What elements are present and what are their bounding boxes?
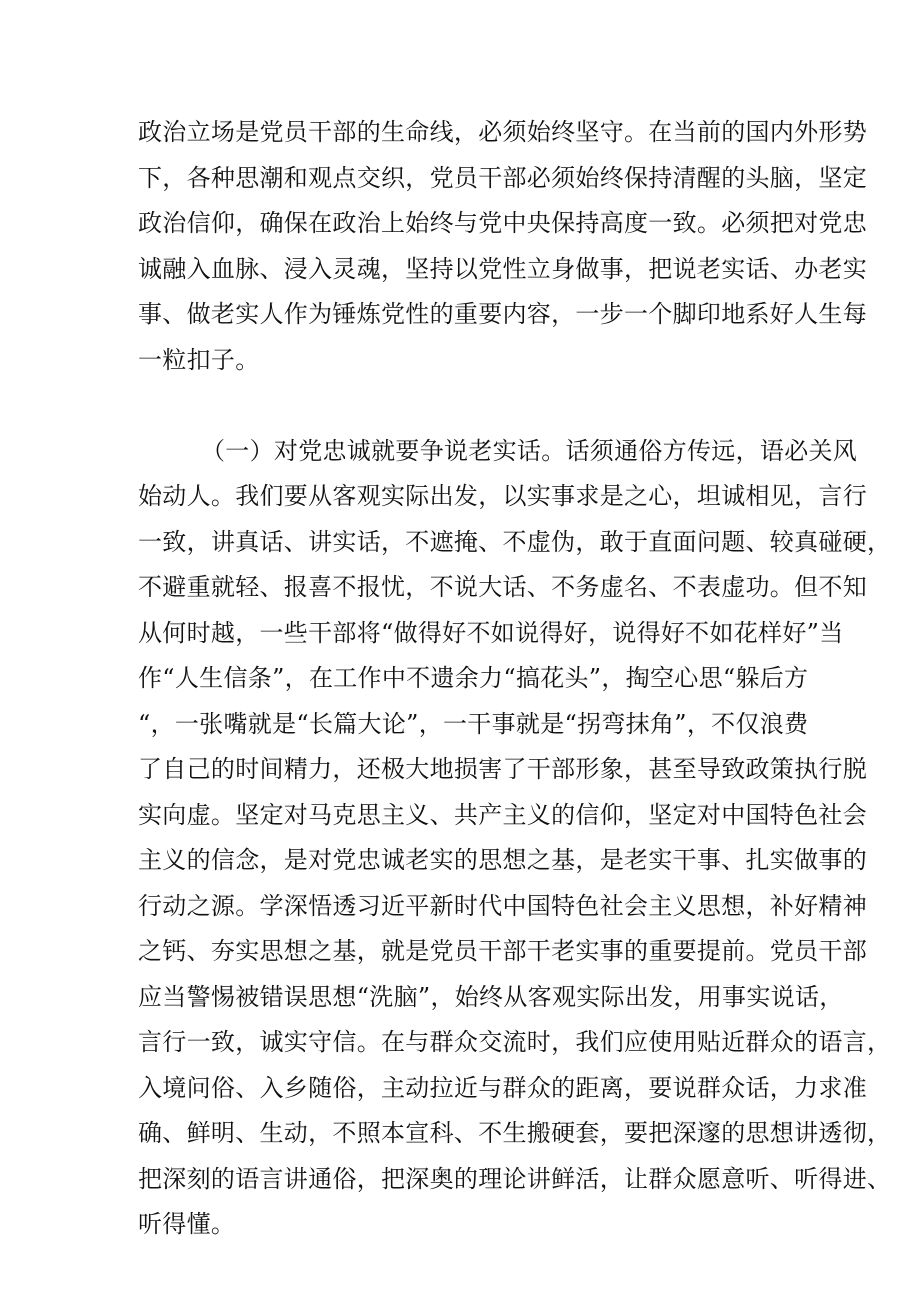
text-line: 入境问俗、入乡随俗，主动拉近与群众的距离，要说群众话，力求准 (138, 1073, 867, 1102)
text-line: 始动人。我们要从客观实际出发，以实事求是之心，坦诚相见，言行 (138, 482, 867, 510)
text-line: 一粒扣子。 (138, 345, 260, 374)
text-line: 下，各种思潮和观点交织，党员干部必须始终保持清醒的头脑，坚定 (138, 163, 867, 192)
text-line: “，一张嘴就是“长篇大论”，一干事就是“拐弯抹角”，不仅浪费 (138, 709, 809, 738)
text-line: 一致，讲真话、讲实话，不遮掩、不虚伪，敢于直面问题、较真碰硬， (138, 527, 892, 556)
text-line: 确、鲜明、生动，不照本宣科、不生搬硬套，要把深邃的思想讲透彻， (138, 1119, 892, 1147)
text-line: 听得懂。 (138, 1210, 236, 1238)
paragraph-political-stance (138, 110, 867, 383)
text-line: 主义的信念，是对党忠诚老实的思想之基，是老实干事、扎实做事的 (138, 846, 867, 874)
document-body (138, 110, 892, 1248)
text-line: 把深刻的语言讲通俗，把深奥的理论讲鲜活，让群众愿意听、听得进、 (138, 1164, 892, 1193)
text-line: 政治立场是党员干部的生命线，必须始终坚守。在当前的国内外形势 (138, 118, 867, 146)
text-line: 言行一致，诚实守信。在与群众交流时，我们应使用贴近群众的语言， (138, 1028, 892, 1056)
text-line: 之钙、夯实思想之基，就是党员干部干老实事的重要提前。党员干部 (138, 937, 867, 965)
text-line: 实向虚。坚定对马克思主义、共产主义的信仰，坚定对中国特色社会 (138, 800, 867, 829)
text-line: 作“人生信条”，在工作中不遗余力“搞花头”，掏空心思“躲后方 (138, 664, 809, 692)
text-line: 诚融入血脉、浸入灵魂，坚持以党性立身做事，把说老实话、办老实 (138, 254, 867, 283)
text-line: 政治信仰，确保在政治上始终与党中央保持高度一致。必须把对党忠 (138, 209, 867, 237)
text-line: 了自己的时间精力，还极大地损害了干部形象，甚至导致政策执行脱 (138, 755, 867, 783)
text-line: 行动之源。学深悟透习近平新时代中国特色社会主义思想，补好精神 (138, 891, 867, 920)
text-line: 从何时越，一些干部将“做得好不如说得好，说得好不如花样好”当 (138, 618, 844, 647)
text-line: 事、做老实人作为锤炼党性的重要内容，一步一个脚印地系好人生每 (138, 300, 867, 328)
paragraph-gap (138, 383, 788, 429)
section-heading-line: （一）对党忠诚就要争说老实话。话须通俗方传远，语必关风 (201, 436, 858, 465)
paragraph-honest-speech (138, 429, 892, 1248)
text-line: 不避重就轻、报喜不报忧，不说大话、不务虚名、不表虚功。但不知 (138, 573, 867, 601)
text-line: 应当警惕被错误思想“洗脑”，始终从客观实际出发，用事实说话， (138, 982, 844, 1011)
